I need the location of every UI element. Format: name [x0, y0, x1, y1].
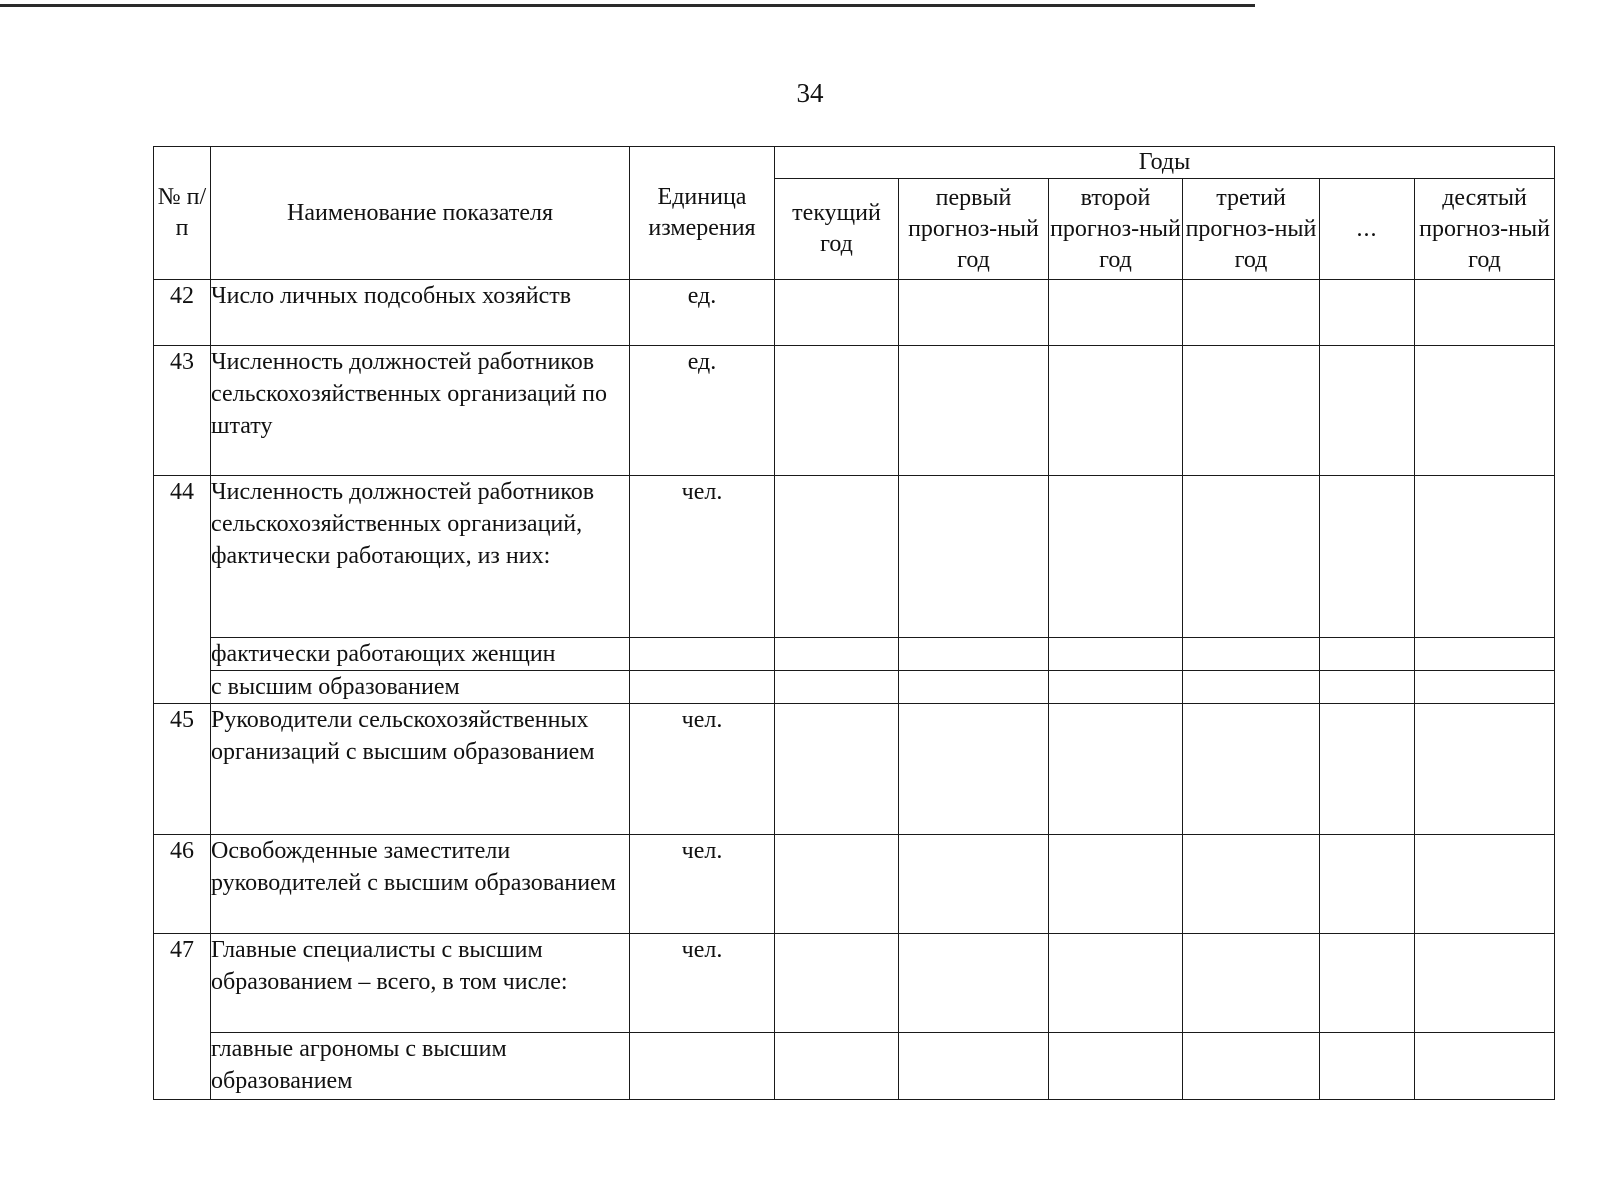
value-cell [1183, 1033, 1320, 1100]
value-cell [1049, 671, 1183, 704]
value-cell [1415, 704, 1555, 835]
table-row [154, 835, 1555, 934]
indicator-name: Численность должностей работников сельскохозяйственных организаций, фактически работающих, из них: [211, 476, 630, 638]
value-cell [1183, 280, 1320, 346]
unit-of-measure: чел. [630, 476, 775, 638]
value-cell [775, 1033, 899, 1100]
indicator-name: Число личных подсобных хозяйств [211, 280, 630, 346]
value-cell [1049, 280, 1183, 346]
unit-of-measure [630, 638, 775, 671]
value-cell [1183, 934, 1320, 1033]
value-cell [899, 280, 1049, 346]
value-cell [1320, 280, 1415, 346]
value-cell [1183, 704, 1320, 835]
unit-of-measure: ед. [630, 346, 775, 476]
unit-of-measure: чел. [630, 704, 775, 835]
row-number: 42 [154, 280, 211, 346]
value-cell [1415, 638, 1555, 671]
unit-of-measure [630, 671, 775, 704]
table-row [154, 346, 1555, 476]
indicator-subitem: главные агрономы с высшим образованием [211, 1033, 630, 1100]
value-cell [1415, 1033, 1555, 1100]
unit-of-measure [630, 1033, 775, 1100]
value-cell [1415, 934, 1555, 1033]
table-row [154, 934, 1555, 1033]
value-cell [775, 835, 899, 934]
value-cell [775, 346, 899, 476]
value-cell [1049, 704, 1183, 835]
indicators-table [153, 146, 1555, 1100]
value-cell [1183, 671, 1320, 704]
table-row [154, 1033, 1555, 1100]
header-name: Наименование показателя [211, 147, 630, 280]
header-second-forecast-year: второй прогноз-ный год [1049, 179, 1183, 280]
value-cell [1183, 346, 1320, 476]
row-number: 43 [154, 346, 211, 476]
value-cell [1415, 671, 1555, 704]
table-row [154, 476, 1555, 638]
value-cell [1415, 346, 1555, 476]
indicator-subitem: фактически работающих женщин [211, 638, 630, 671]
row-number: 46 [154, 835, 211, 934]
value-cell [899, 1033, 1049, 1100]
value-cell [1415, 280, 1555, 346]
header-current-year: текущий год [775, 179, 899, 280]
value-cell [899, 476, 1049, 638]
value-cell [775, 476, 899, 638]
value-cell [1049, 1033, 1183, 1100]
table-row [154, 671, 1555, 704]
unit-of-measure: ед. [630, 280, 775, 346]
row-number: 45 [154, 704, 211, 835]
header-third-forecast-year: третий прогноз-ный год [1183, 179, 1320, 280]
value-cell [1049, 934, 1183, 1033]
value-cell [1320, 346, 1415, 476]
value-cell [775, 280, 899, 346]
row-number: 47 [154, 934, 211, 1100]
value-cell [1049, 476, 1183, 638]
header-num: № п/п [154, 147, 211, 280]
page-number: 34 [796, 78, 824, 108]
value-cell [1320, 476, 1415, 638]
indicator-name: Численность должностей работников сельскохозяйственных организаций по штату [211, 346, 630, 476]
value-cell [775, 934, 899, 1033]
value-cell [1320, 671, 1415, 704]
value-cell [1049, 346, 1183, 476]
value-cell [899, 835, 1049, 934]
value-cell [1183, 638, 1320, 671]
row-number: 44 [154, 476, 211, 704]
value-cell [775, 638, 899, 671]
value-cell [1320, 934, 1415, 1033]
indicator-name: Освобожденные заместители руководителей с высшим образованием [211, 835, 630, 934]
value-cell [1183, 835, 1320, 934]
value-cell [1320, 638, 1415, 671]
header-first-forecast-year: первый прогноз-ный год [899, 179, 1049, 280]
table-row [154, 638, 1555, 671]
value-cell [1415, 835, 1555, 934]
value-cell [1049, 835, 1183, 934]
top-rule [0, 4, 1255, 7]
value-cell [1415, 476, 1555, 638]
value-cell [1320, 1033, 1415, 1100]
value-cell [899, 638, 1049, 671]
value-cell [899, 704, 1049, 835]
header-ellipsis: ... [1320, 179, 1415, 280]
value-cell [899, 346, 1049, 476]
value-cell [1320, 835, 1415, 934]
value-cell [1049, 638, 1183, 671]
value-cell [899, 934, 1049, 1033]
header-unit: Единица измерения [630, 147, 775, 280]
value-cell [1183, 476, 1320, 638]
unit-of-measure: чел. [630, 934, 775, 1033]
indicator-name: Руководители сельскохозяйственных организаций с высшим образованием [211, 704, 630, 835]
header-years: Годы [775, 147, 1555, 179]
indicator-name: Главные специалисты с высшим образованием – всего, в том числе: [211, 934, 630, 1033]
header-tenth-forecast-year: десятый прогноз-ный год [1415, 179, 1555, 280]
table-row [154, 280, 1555, 346]
table-row [154, 704, 1555, 835]
value-cell [1320, 704, 1415, 835]
value-cell [775, 704, 899, 835]
value-cell [899, 671, 1049, 704]
value-cell [775, 671, 899, 704]
unit-of-measure: чел. [630, 835, 775, 934]
indicator-subitem: с высшим образованием [211, 671, 630, 704]
